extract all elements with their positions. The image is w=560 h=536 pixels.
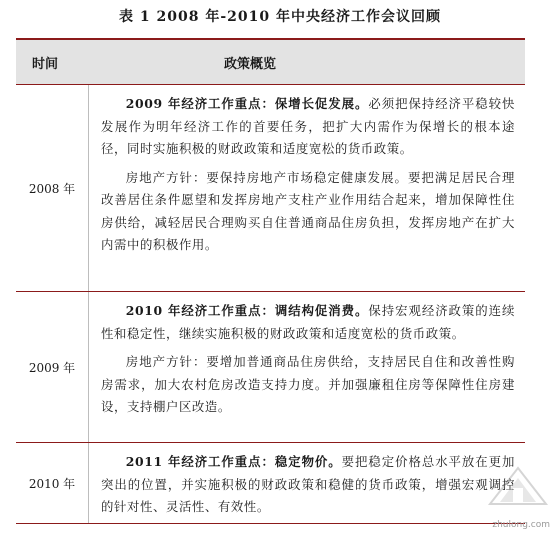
header-time: 时间 xyxy=(32,56,59,72)
row-focus: 2010 年经济工作重点：调结构促消费。 xyxy=(125,303,369,318)
row-year: 2008 年 xyxy=(16,85,89,291)
row-property-text: 房地产方针：要增加普通商品住房供给，支持居民自住和改善性购房需求，加大农村危房改造支持力度。并加强廉租住房等保障性住房建设，支持棚户区改造。 xyxy=(101,354,515,414)
row-paragraph xyxy=(101,93,515,161)
row-year: 2010 年 xyxy=(16,443,89,523)
row-paragraph xyxy=(101,351,515,419)
row-paragraph xyxy=(101,167,515,257)
row-paragraph xyxy=(101,300,515,345)
row-focus: 2011 年经济工作重点：稳定物价。 xyxy=(125,454,342,469)
row-focus-text: 要把稳定价格总水平放在更加突出的位置，并实施积极的财政政策和稳健的货币政策，增强宏观调控的针对性、灵活性、有效性。 xyxy=(101,454,515,514)
table-row xyxy=(16,84,525,291)
table-row xyxy=(16,291,525,442)
row-focus: 2009 年经济工作重点：保增长促发展。 xyxy=(125,96,369,111)
logo-watermark-icon xyxy=(482,464,554,522)
row-paragraph xyxy=(101,451,515,519)
table-row xyxy=(16,442,525,524)
row-property-text: 房地产方针：要保持房地产市场稳定健康发展。要把满足居民合理改善居住条件愿望和发挥房地产支柱产业作用结合起来，增加保障性住房供给，减轻居民合理购买自住普通商品住房负担，发挥房地产在扩大内需中的积极作用。 xyxy=(101,169,515,252)
row-focus-text: 保持宏观经济政策的连续性和稳定性，继续实施积极的财政政策和适度宽松的货币政策。 xyxy=(101,303,515,341)
row-content xyxy=(89,292,525,442)
row-focus-text: 必须把保持经济平稳较快发展作为明年经济工作的首要任务，把扩大内需作为保增长的根本途径，同时实施积极的财政政策和适度宽松的货币政策。 xyxy=(101,96,515,156)
table-header xyxy=(16,38,525,84)
row-content xyxy=(89,85,525,291)
header-policy: 政策概览 xyxy=(224,56,277,72)
table-title: 表 1 2008 年-2010 年中央经济工作会议回顾 xyxy=(119,9,441,25)
row-content xyxy=(89,443,525,523)
row-year: 2009 年 xyxy=(16,292,89,442)
policy-table xyxy=(16,38,525,524)
watermark-text: zhulong.com xyxy=(492,520,550,530)
